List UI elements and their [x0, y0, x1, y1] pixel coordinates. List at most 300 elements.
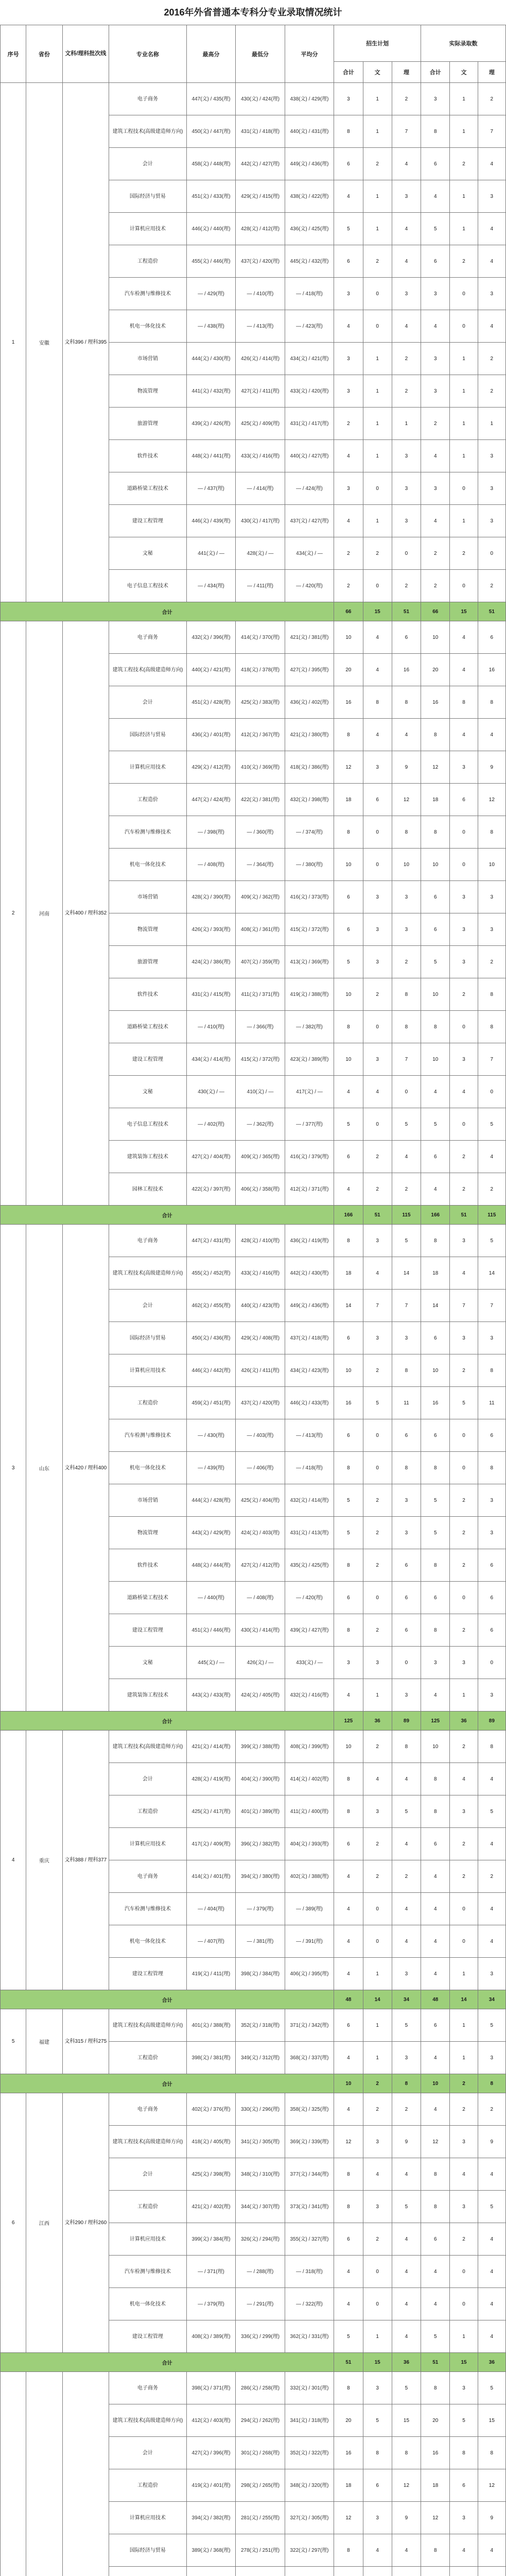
- cell-plan-sci: 2: [392, 1860, 421, 1893]
- cell-avg-score: 419(文) / 388(理): [285, 978, 334, 1011]
- cell-max-score: 462(文) / 455(理): [186, 1290, 235, 1322]
- cell-plan-arts: 0: [363, 1419, 392, 1452]
- cell-plan-total: 4: [334, 2288, 363, 2320]
- cell-min-score: 427(文) / 411(理): [236, 375, 285, 408]
- header-max-score: 最高分: [186, 25, 235, 83]
- cell-plan-arts: 6: [363, 2469, 392, 2502]
- cell-major: 文秘: [109, 537, 187, 570]
- cell-plan-total: 10: [334, 621, 363, 654]
- cell-admit-sci: 3: [478, 1958, 505, 1990]
- cell-plan-arts: 0: [363, 849, 392, 881]
- cell-min-score: 352(文) / 318(理): [236, 2009, 285, 2042]
- cell-admit-total: 4: [421, 2042, 450, 2074]
- cell-major: 工程造价: [109, 245, 187, 278]
- cell-plan-sci: 8: [392, 2437, 421, 2469]
- cell-major: 文秘: [109, 1076, 187, 1108]
- cell-plan-arts: 1: [363, 180, 392, 213]
- cell-admit-arts: 3: [450, 913, 478, 946]
- cell-plan-total: 16: [334, 1387, 363, 1419]
- subtotal-label: 合计: [1, 602, 334, 621]
- cell-plan-total: 8: [334, 2534, 363, 2567]
- cell-plan-arts: 0: [363, 2256, 392, 2288]
- cell-admit-total: 8: [421, 1763, 450, 1795]
- cell-admit-arts: 3: [450, 946, 478, 978]
- cell-min-score: 425(文) / 383(理): [236, 686, 285, 719]
- cell-admit-sci: 3: [478, 2042, 505, 2074]
- cell-plan-total: 5: [334, 2320, 363, 2353]
- cell-admit-arts: 7: [450, 1290, 478, 1322]
- cell-plan-total: 5: [334, 1484, 363, 1517]
- cell-admit-arts: 2: [450, 1731, 478, 1763]
- cell-admit-total: 10: [421, 1731, 450, 1763]
- cell-admit-arts: 2: [450, 1828, 478, 1860]
- cell-province: 安徽: [26, 83, 62, 602]
- cell-batch-line: 文科388 / 理科377: [62, 1731, 109, 1990]
- cell-admit-arts: 2: [450, 1517, 478, 1549]
- cell-major: 会计: [109, 1763, 187, 1795]
- cell-plan-total: 3: [334, 375, 363, 408]
- cell-major: 工程造价: [109, 2042, 187, 2074]
- cell-plan-total: 8: [334, 115, 363, 148]
- cell-major: 计算机应用技术: [109, 213, 187, 245]
- cell-plan-sci: 6: [392, 1582, 421, 1614]
- cell-plan-arts: 1: [363, 1958, 392, 1990]
- cell-batch-line: 文科420 / 理科400: [62, 1225, 109, 1711]
- subtotal-plan-total: 48: [334, 1990, 363, 2009]
- cell-plan-arts: 1: [363, 375, 392, 408]
- subtotal-row: [1, 602, 506, 621]
- subtotal-plan-total: 166: [334, 1206, 363, 1225]
- cell-admit-arts: 6: [450, 2469, 478, 2502]
- cell-plan-total: 3: [334, 83, 363, 115]
- cell-admit-sci: 5: [478, 2009, 505, 2042]
- cell-major: 建设工程管理: [109, 505, 187, 537]
- cell-plan-sci: 4: [392, 1828, 421, 1860]
- cell-plan-arts: 1: [363, 2320, 392, 2353]
- cell-province: 山东: [26, 1225, 62, 1711]
- cell-admit-arts: 0: [450, 472, 478, 505]
- cell-plan-arts: 1: [363, 440, 392, 472]
- cell-plan-total: 2: [334, 537, 363, 570]
- cell-plan-total: 8: [334, 2372, 363, 2404]
- cell-plan-arts: 8: [363, 686, 392, 719]
- cell-admit-total: 8: [421, 1795, 450, 1828]
- cell-plan-arts: 8: [363, 2437, 392, 2469]
- cell-min-score: 427(文) / 412(理): [236, 1549, 285, 1582]
- cell-admit-arts: 4: [450, 719, 478, 751]
- cell-admit-total: 4: [421, 1076, 450, 1108]
- table-row: [1, 621, 506, 654]
- cell-admit-sci: 4: [478, 1763, 505, 1795]
- cell-avg-score: 433(文) / —: [285, 1647, 334, 1679]
- cell-avg-score: 435(文) / 425(理): [285, 1549, 334, 1582]
- page-title: 2016年外省普通本专科分专业录取情况统计: [164, 7, 342, 18]
- table-row: [1, 2372, 506, 2404]
- subtotal-admit-sci: 89: [478, 1711, 505, 1731]
- cell-max-score: 441(文) / 432(理): [186, 375, 235, 408]
- subtotal-label: 合计: [1, 1206, 334, 1225]
- cell-major: 建设工程管理: [109, 1043, 187, 1076]
- cell-max-score: 443(文) / 433(理): [186, 1679, 235, 1711]
- subtotal-admit-arts: 15: [450, 2353, 478, 2372]
- cell-batch-line: 文科315 / 理科275: [62, 2009, 109, 2074]
- cell-major: 会计: [109, 2437, 187, 2469]
- cell-max-score: — / 434(理): [186, 570, 235, 602]
- cell-admit-total: 3: [421, 83, 450, 115]
- cell-plan-sci: 16: [392, 654, 421, 686]
- cell-min-score: 326(文) / 294(理): [236, 2223, 285, 2256]
- cell-province: 河南: [26, 621, 62, 1206]
- cell-plan-sci: 4: [392, 2158, 421, 2191]
- cell-plan-total: 12: [334, 2502, 363, 2534]
- subtotal-label: 合计: [1, 1711, 334, 1731]
- cell-admit-arts: 0: [450, 816, 478, 849]
- cell-max-score: 419(文) / 401(理): [186, 2469, 235, 2502]
- cell-min-score: 406(文) / 358(理): [236, 1173, 285, 1206]
- cell-plan-total: 8: [334, 1549, 363, 1582]
- cell-plan-sci: 4: [392, 245, 421, 278]
- cell-plan-sci: 4: [392, 1141, 421, 1173]
- cell-avg-score: 440(文) / 431(理): [285, 115, 334, 148]
- subtotal-row: [1, 1711, 506, 1731]
- cell-max-score: 446(文) / 442(理): [186, 1354, 235, 1387]
- header-major: 专业名称: [109, 25, 187, 83]
- cell-major: 建筑装饰工程技术: [109, 1141, 187, 1173]
- cell-plan-total: 4: [334, 1173, 363, 1206]
- cell-plan-arts: 0: [363, 1925, 392, 1958]
- cell-min-score: — / 291(理): [236, 2288, 285, 2320]
- cell-admit-sci: 0: [478, 1076, 505, 1108]
- cell-max-score: 455(文) / 446(理): [186, 245, 235, 278]
- cell-major: 会计: [109, 2158, 187, 2191]
- cell-admit-arts: 3: [450, 1043, 478, 1076]
- subtotal-plan-total: 10: [334, 2074, 363, 2093]
- subtotal-admit-total: 125: [421, 1711, 450, 1731]
- cell-admit-arts: 1: [450, 180, 478, 213]
- subtotal-plan-sci: 8: [392, 2074, 421, 2093]
- subtotal-admit-arts: 2: [450, 2074, 478, 2093]
- cell-max-score: 398(文) / 381(理): [186, 2042, 235, 2074]
- cell-admit-total: 10: [421, 1043, 450, 1076]
- cell-admit-sci: 3: [478, 472, 505, 505]
- cell-avg-score: 438(文) / 422(理): [285, 180, 334, 213]
- cell-plan-sci: 3: [392, 1517, 421, 1549]
- cell-admit-total: 8: [421, 1011, 450, 1043]
- cell-admit-total: 4: [421, 310, 450, 343]
- cell-max-score: 451(文) / 428(理): [186, 686, 235, 719]
- cell-min-score: 298(文) / 265(理): [236, 2469, 285, 2502]
- cell-plan-total: 4: [334, 1860, 363, 1893]
- cell-plan-sci: 8: [392, 1011, 421, 1043]
- cell-admit-sci: 5: [478, 1225, 505, 1257]
- cell-avg-score: — / 391(理): [285, 1925, 334, 1958]
- cell-min-score: 442(文) / 427(理): [236, 148, 285, 180]
- cell-plan-sci: 5: [392, 2372, 421, 2404]
- cell-admit-arts: 1: [450, 83, 478, 115]
- cell-admit-arts: 1: [450, 115, 478, 148]
- cell-admit-total: 4: [421, 2093, 450, 2126]
- cell-admit-total: 20: [421, 2404, 450, 2437]
- cell-avg-score: 371(文) / 342(理): [285, 2009, 334, 2042]
- cell-avg-score: 421(文) / 380(理): [285, 719, 334, 751]
- subtotal-plan-arts: 14: [363, 1990, 392, 2009]
- cell-admit-sci: 6: [478, 1549, 505, 1582]
- cell-admit-total: 6: [421, 1419, 450, 1452]
- cell-avg-score: 427(文) / 395(理): [285, 654, 334, 686]
- cell-plan-sci: 3: [392, 881, 421, 913]
- cell-plan-sci: 3: [392, 472, 421, 505]
- cell-admit-total: 4: [421, 1925, 450, 1958]
- cell-avg-score: — / 382(理): [285, 1011, 334, 1043]
- cell-admit-total: 8: [421, 115, 450, 148]
- cell-admit-arts: 1: [450, 1679, 478, 1711]
- cell-max-score: — / 437(理): [186, 472, 235, 505]
- cell-admit-sci: 14: [478, 1257, 505, 1290]
- cell-min-score: — / 364(理): [236, 849, 285, 881]
- cell-major: 电子商务: [109, 621, 187, 654]
- cell-plan-sci: 10: [392, 849, 421, 881]
- cell-plan-arts: 1: [363, 2042, 392, 2074]
- cell-plan-total: 5: [334, 946, 363, 978]
- cell-admit-sci: 3: [478, 505, 505, 537]
- cell-max-score: 418(文) / 405(理): [186, 2126, 235, 2158]
- cell-max-score: — / 430(理): [186, 1419, 235, 1452]
- cell-seq: 2: [1, 621, 26, 1206]
- cell-admit-arts: 0: [450, 1108, 478, 1141]
- cell-plan-arts: 4: [363, 621, 392, 654]
- cell-plan-total: 4: [334, 2093, 363, 2126]
- cell-admit-total: 6: [421, 148, 450, 180]
- cell-admit-arts: 4: [450, 654, 478, 686]
- cell-plan-arts: 1: [363, 408, 392, 440]
- subtotal-plan-total: 51: [334, 2353, 363, 2372]
- cell-admit-sci: 9: [478, 751, 505, 784]
- header-admit: 实际录取数: [421, 25, 506, 62]
- subtotal-row: [1, 1206, 506, 1225]
- cell-admit-arts: 2: [450, 1173, 478, 1206]
- cell-plan-sci: 4: [392, 1893, 421, 1925]
- cell-avg-score: — / 377(理): [285, 1108, 334, 1141]
- cell-plan-sci: 4: [392, 1925, 421, 1958]
- subtotal-plan-sci: 89: [392, 1711, 421, 1731]
- cell-max-score: 439(文) / 426(理): [186, 408, 235, 440]
- cell-admit-arts: 0: [450, 310, 478, 343]
- header-admit-total: 合计: [421, 62, 450, 83]
- cell-max-score: 426(文) / 393(理): [186, 913, 235, 946]
- cell-plan-total: 16: [334, 2437, 363, 2469]
- cell-admit-arts: 1: [450, 2009, 478, 2042]
- cell-province: 江西: [26, 2093, 62, 2353]
- cell-max-score: 444(文) / 430(理): [186, 343, 235, 375]
- subtotal-label: 合计: [1, 2353, 334, 2372]
- cell-plan-arts: 4: [363, 654, 392, 686]
- cell-avg-score: 352(文) / 322(理): [285, 2437, 334, 2469]
- cell-plan-arts: 4: [363, 719, 392, 751]
- cell-admit-total: 8: [421, 816, 450, 849]
- cell-admit-total: 2: [421, 570, 450, 602]
- cell-avg-score: 406(文) / 395(理): [285, 1958, 334, 1990]
- cell-admit-total: 14: [421, 1290, 450, 1322]
- cell-min-score: — / 381(理): [236, 1925, 285, 1958]
- cell-admit-sci: 3: [478, 1322, 505, 1354]
- cell-plan-arts: 1: [363, 505, 392, 537]
- cell-plan-sci: 4: [392, 310, 421, 343]
- cell-admit-sci: 2: [478, 375, 505, 408]
- subtotal-admit-sci: 34: [478, 1990, 505, 2009]
- cell-min-score: 429(文) / 415(理): [236, 180, 285, 213]
- cell-max-score: 421(文) / 402(理): [186, 2191, 235, 2223]
- cell-min-score: [236, 2567, 285, 2576]
- cell-plan-sci: 9: [392, 2502, 421, 2534]
- cell-avg-score: — / 389(理): [285, 1893, 334, 1925]
- cell-max-score: 444(文) / 428(理): [186, 1484, 235, 1517]
- cell-avg-score: — / 423(理): [285, 310, 334, 343]
- subtotal-admit-sci: 51: [478, 602, 505, 621]
- cell-major: 会计: [109, 686, 187, 719]
- cell-plan-total: [334, 2567, 363, 2576]
- cell-max-score: 425(文) / 398(理): [186, 2158, 235, 2191]
- cell-admit-sci: 8: [478, 1011, 505, 1043]
- cell-avg-score: 414(文) / 402(理): [285, 1763, 334, 1795]
- cell-plan-sci: 4: [392, 2320, 421, 2353]
- cell-max-score: 441(文) / —: [186, 537, 235, 570]
- cell-plan-total: 4: [334, 180, 363, 213]
- cell-admit-total: 8: [421, 1452, 450, 1484]
- cell-max-score: 450(文) / 436(理): [186, 1322, 235, 1354]
- cell-min-score: — / 403(理): [236, 1419, 285, 1452]
- cell-max-score: 389(文) / 368(理): [186, 2534, 235, 2567]
- cell-min-score: 344(文) / 307(理): [236, 2191, 285, 2223]
- cell-min-score: 394(文) / 380(理): [236, 1860, 285, 1893]
- subtotal-plan-sci: 51: [392, 602, 421, 621]
- cell-max-score: — / 402(理): [186, 1108, 235, 1141]
- cell-plan-arts: 3: [363, 2372, 392, 2404]
- cell-plan-sci: 6: [392, 1419, 421, 1452]
- cell-max-score: — / 438(理): [186, 310, 235, 343]
- cell-plan-sci: 3: [392, 1679, 421, 1711]
- cell-avg-score: 355(文) / 327(理): [285, 2223, 334, 2256]
- cell-admit-sci: 5: [478, 2372, 505, 2404]
- cell-avg-score: 434(文) / 421(理): [285, 343, 334, 375]
- cell-plan-total: 4: [334, 505, 363, 537]
- cell-plan-total: 3: [334, 1647, 363, 1679]
- cell-major: 机电一体化技术: [109, 1452, 187, 1484]
- cell-admit-total: 4: [421, 1860, 450, 1893]
- cell-admit-sci: 4: [478, 719, 505, 751]
- cell-min-score: 281(文) / 255(理): [236, 2502, 285, 2534]
- cell-plan-total: 5: [334, 213, 363, 245]
- cell-max-score: 446(文) / 439(理): [186, 505, 235, 537]
- cell-admit-total: 4: [421, 1173, 450, 1206]
- cell-admit-arts: 0: [450, 2256, 478, 2288]
- cell-admit-sci: 0: [478, 1647, 505, 1679]
- cell-min-score: 407(文) / 359(理): [236, 946, 285, 978]
- cell-max-score: 459(文) / 451(理): [186, 1387, 235, 1419]
- cell-plan-arts: 0: [363, 472, 392, 505]
- cell-plan-total: 8: [334, 1011, 363, 1043]
- cell-major: 电子商务: [109, 1860, 187, 1893]
- cell-plan-total: 4: [334, 1679, 363, 1711]
- cell-min-score: 410(文) / —: [236, 1076, 285, 1108]
- cell-min-score: 430(文) / 424(理): [236, 83, 285, 115]
- cell-major: 道路桥梁工程技术: [109, 1582, 187, 1614]
- cell-plan-sci: 4: [392, 2223, 421, 2256]
- subtotal-admit-arts: 15: [450, 602, 478, 621]
- cell-plan-arts: 2: [363, 1860, 392, 1893]
- cell-admit-sci: 3: [478, 1679, 505, 1711]
- cell-plan-total: 8: [334, 1763, 363, 1795]
- cell-admit-total: 8: [421, 2372, 450, 2404]
- cell-avg-score: 449(文) / 436(理): [285, 1290, 334, 1322]
- cell-min-score: 414(文) / 370(理): [236, 621, 285, 654]
- cell-plan-total: 18: [334, 784, 363, 816]
- cell-admit-total: 5: [421, 1517, 450, 1549]
- cell-major: 汽车检测与维修技术: [109, 1893, 187, 1925]
- cell-admit-total: 4: [421, 440, 450, 472]
- header-seq: 序号: [1, 25, 26, 83]
- cell-avg-score: 449(文) / 436(理): [285, 148, 334, 180]
- cell-admit-total: 4: [421, 2288, 450, 2320]
- cell-plan-total: 8: [334, 1614, 363, 1647]
- cell-plan-sci: 2: [392, 570, 421, 602]
- cell-province: 福建: [26, 2009, 62, 2074]
- cell-admit-arts: 0: [450, 1582, 478, 1614]
- cell-avg-score: [285, 2567, 334, 2576]
- cell-admit-total: 3: [421, 472, 450, 505]
- cell-max-score: 401(文) / 388(理): [186, 2009, 235, 2042]
- cell-max-score: 402(文) / 376(理): [186, 2093, 235, 2126]
- cell-plan-sci: 5: [392, 2191, 421, 2223]
- cell-max-score: 432(文) / 396(理): [186, 621, 235, 654]
- cell-admit-sci: 11: [478, 1387, 505, 1419]
- cell-avg-score: 415(文) / 372(理): [285, 913, 334, 946]
- cell-province: 重庆: [26, 1731, 62, 1990]
- cell-avg-score: 433(文) / 420(理): [285, 375, 334, 408]
- cell-avg-score: 432(文) / 414(理): [285, 1484, 334, 1517]
- cell-plan-arts: 3: [363, 1043, 392, 1076]
- cell-plan-arts: 3: [363, 2126, 392, 2158]
- cell-max-score: 446(文) / 440(理): [186, 213, 235, 245]
- cell-admit-sci: 2: [478, 1860, 505, 1893]
- cell-major: 汽车检测与维修技术: [109, 278, 187, 310]
- subtotal-plan-total: 125: [334, 1711, 363, 1731]
- cell-avg-score: 368(文) / 337(理): [285, 2042, 334, 2074]
- cell-plan-sci: 8: [392, 686, 421, 719]
- cell-min-score: 430(文) / 414(理): [236, 1614, 285, 1647]
- cell-admit-sci: 3: [478, 1517, 505, 1549]
- cell-plan-arts: 4: [363, 1257, 392, 1290]
- cell-max-score: 428(文) / 419(理): [186, 1763, 235, 1795]
- cell-plan-total: 4: [334, 1893, 363, 1925]
- cell-admit-total: 4: [421, 180, 450, 213]
- cell-avg-score: 423(文) / 389(理): [285, 1043, 334, 1076]
- cell-plan-total: 6: [334, 1419, 363, 1452]
- cell-major: 电子商务: [109, 2372, 187, 2404]
- cell-major: 国际经济与贸易: [109, 180, 187, 213]
- cell-max-score: 447(文) / 424(理): [186, 784, 235, 816]
- subtotal-plan-arts: 2: [363, 2074, 392, 2093]
- cell-max-score: 436(文) / 401(理): [186, 719, 235, 751]
- cell-plan-total: 6: [334, 1322, 363, 1354]
- cell-avg-score: 373(文) / 341(理): [285, 2191, 334, 2223]
- cell-plan-arts: 0: [363, 1011, 392, 1043]
- cell-plan-sci: 3: [392, 180, 421, 213]
- cell-avg-score: 436(文) / 419(理): [285, 1225, 334, 1257]
- cell-avg-score: 440(文) / 427(理): [285, 440, 334, 472]
- cell-admit-total: 4: [421, 505, 450, 537]
- cell-min-score: 286(文) / 258(理): [236, 2372, 285, 2404]
- cell-plan-sci: 14: [392, 1257, 421, 1290]
